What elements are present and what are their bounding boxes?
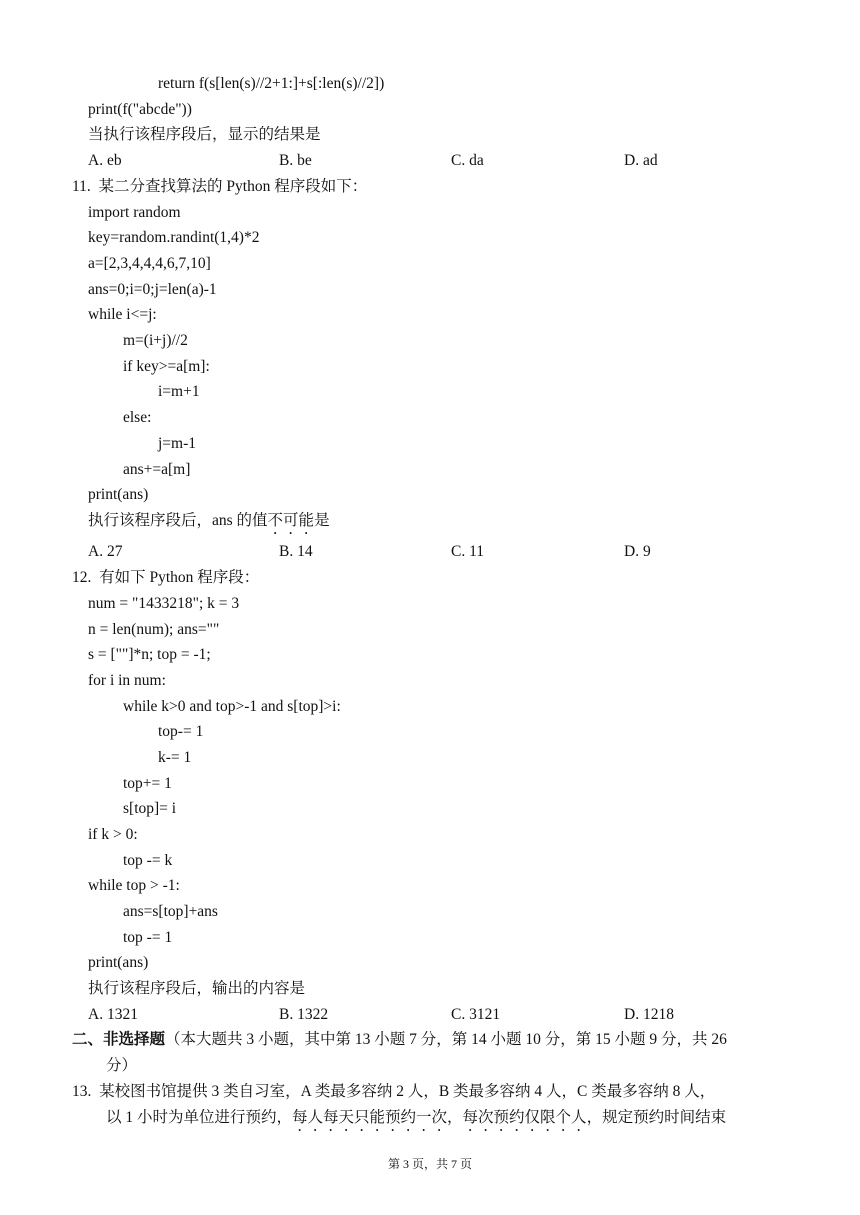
code-line: for i in num: bbox=[88, 672, 166, 689]
section-desc: （本大题共 3 小题，其中第 13 小题 7 分，第 14 小题 10 分，第 15 小题 9 分，共 26 bbox=[165, 1031, 727, 1048]
code-line: print(f("abcde")) bbox=[88, 101, 192, 118]
code-line: i=m+1 bbox=[158, 383, 200, 400]
code-line: a=[2,3,4,4,4,6,7,10] bbox=[88, 255, 211, 272]
option-a: A. 1321 bbox=[88, 1006, 138, 1023]
emphasis-text: 每次预约仅限个人 bbox=[462, 1109, 587, 1126]
code-line: key=random.randint(1,4)*2 bbox=[88, 229, 260, 246]
question-prompt: 当执行该程序段后，显示的结果是 bbox=[88, 126, 321, 143]
question-title: 11. 某二分查找算法的 Python 程序段如下： bbox=[72, 178, 368, 195]
prompt-text: 执行该程序段后，ans 的值 bbox=[88, 512, 268, 529]
code-line: if k > 0: bbox=[88, 826, 138, 843]
body-text: ，规定预约时间结束 bbox=[586, 1109, 727, 1126]
code-line: while i<=j: bbox=[88, 306, 157, 323]
option-c: C. da bbox=[451, 152, 484, 169]
option-d: D. 1218 bbox=[624, 1006, 674, 1023]
code-line: while top > -1: bbox=[88, 877, 180, 894]
code-line: ans=s[top]+ans bbox=[123, 903, 218, 920]
section-heading bbox=[72, 1029, 727, 1051]
option-d: D. ad bbox=[624, 152, 658, 169]
emphasis-text: 每人每天只能预约一次 bbox=[292, 1109, 448, 1126]
code-line: s[top]= i bbox=[123, 800, 177, 817]
code-line: import random bbox=[88, 204, 181, 221]
body-text: 以 1 小时为单位进行预约， bbox=[106, 1109, 293, 1126]
code-line: j=m-1 bbox=[158, 435, 197, 452]
code-line: while k>0 and top>-1 and s[top]>i: bbox=[123, 698, 341, 715]
code-line: k-= 1 bbox=[158, 749, 192, 766]
code-line: top -= k bbox=[123, 852, 173, 869]
option-a: A. eb bbox=[88, 152, 122, 169]
code-line: ans+=a[m] bbox=[123, 461, 191, 478]
option-c: C. 3121 bbox=[451, 1006, 501, 1023]
section-desc-cont: 分） bbox=[106, 1057, 138, 1074]
code-line: top -= 1 bbox=[123, 929, 173, 946]
emphasis-text: 不可能 bbox=[267, 512, 315, 529]
section-title: 二、非选择题 bbox=[72, 1031, 166, 1048]
code-line: return f(s[len(s)//2+1:]+s[:len(s)//2]) bbox=[158, 75, 385, 92]
option-b: B. 14 bbox=[279, 543, 313, 560]
page-footer: 第 3 页，共 7 页 bbox=[387, 1157, 472, 1171]
code-line: num = "1433218"; k = 3 bbox=[88, 595, 240, 612]
code-line: top+= 1 bbox=[123, 775, 172, 792]
question-title: 12. 有如下 Python 程序段： bbox=[72, 569, 260, 586]
code-line: if key>=a[m]: bbox=[123, 358, 210, 375]
code-line: m=(i+j)//2 bbox=[123, 332, 188, 349]
question-title: 13. 某校图书馆提供 3 类自习室，A 类最多容纳 2 人，B 类最多容纳 4 人，C 类最多容纳 8 人， bbox=[72, 1083, 716, 1100]
code-line: else: bbox=[123, 409, 152, 426]
code-line: top-= 1 bbox=[158, 723, 204, 740]
code-line: print(ans) bbox=[88, 486, 149, 503]
option-c: C. 11 bbox=[451, 543, 485, 560]
option-d: D. 9 bbox=[624, 543, 651, 560]
code-line: print(ans) bbox=[88, 954, 149, 971]
question-body bbox=[106, 1107, 726, 1135]
code-line: n = len(num); ans="" bbox=[88, 621, 220, 638]
question-prompt bbox=[88, 510, 330, 538]
option-a: A. 27 bbox=[88, 543, 123, 560]
body-text: ， bbox=[447, 1109, 463, 1126]
code-line: s = [""]*n; top = -1; bbox=[88, 646, 211, 663]
code-line: ans=0;i=0;j=len(a)-1 bbox=[88, 281, 217, 298]
option-b: B. 1322 bbox=[279, 1006, 329, 1023]
prompt-text: 是 bbox=[314, 512, 330, 529]
option-b: B. be bbox=[279, 152, 312, 169]
question-prompt: 执行该程序段后，输出的内容是 bbox=[88, 980, 306, 997]
